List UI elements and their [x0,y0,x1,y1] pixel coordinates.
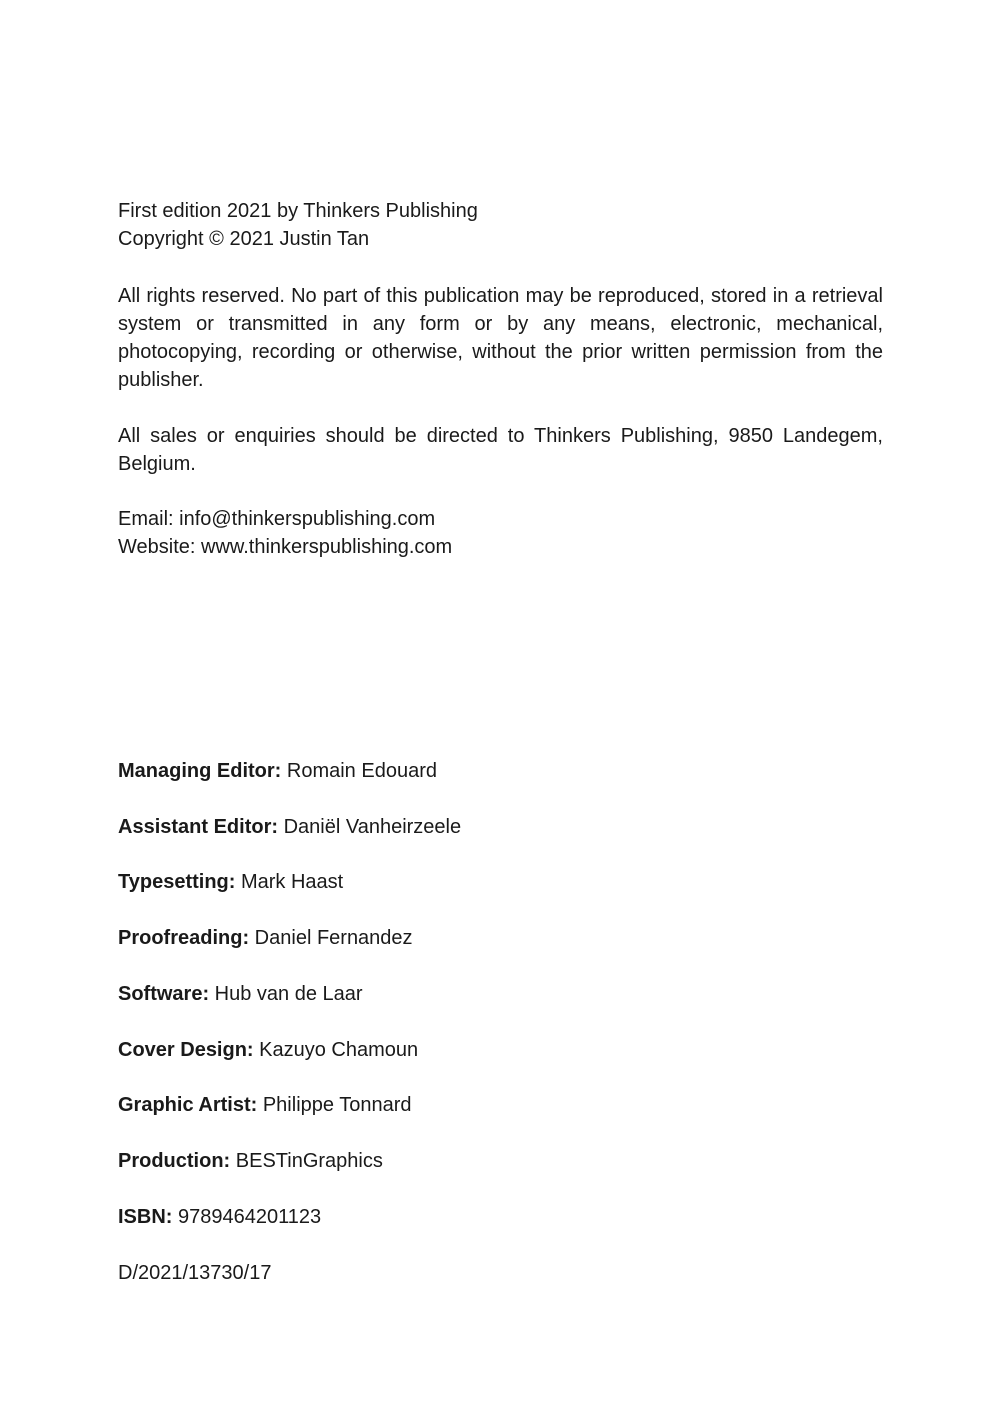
credit-label: Typesetting: [118,871,236,893]
credit-value: BESTinGraphics [230,1150,383,1172]
copyright-line: Copyright © 2021 Justin Tan [118,228,370,250]
credit-software [118,980,363,1008]
credit-value: 9789464201123 [172,1206,322,1228]
credit-label: Software: [118,983,210,1005]
credit-value: Philippe Tonnard [257,1094,412,1116]
sales-paragraph: All sales or enquiries should be directed to Thinkers Publishing, 9850 Landegem, Belgium. [118,425,883,475]
credit-value: Romain Edouard [281,760,437,782]
credit-managing-editor [118,757,437,785]
credit-cover-design [118,1036,418,1064]
credit-typesetting [118,868,343,896]
rights-paragraph: All rights reserved. No part of this publication may be reproduced, stored in a retrieval system or transmitted in any form or by any means, electronic, mechanical, photocopying, recording or otherwise, without the prior written permission from the publisher. [118,285,883,391]
credit-proofreading [118,924,413,952]
credit-value: Hub van de Laar [209,983,363,1005]
website-line: Website: www.thinkerspublishing.com [118,536,453,558]
email-line: Email: info@thinkerspublishing.com [118,508,436,530]
credit-label: Graphic Artist: [118,1094,258,1116]
credit-label: Managing Editor: [118,760,282,782]
credit-label: Assistant Editor: [118,816,279,838]
credit-value: Mark Haast [235,871,344,893]
credit-production [118,1147,383,1175]
credit-label: Proofreading: [118,927,250,949]
credit-value: Daniel Fernandez [249,927,413,949]
credit-label: Production: [118,1150,231,1172]
credit-isbn [118,1203,321,1231]
credit-label: Cover Design: [118,1039,254,1061]
credit-label: ISBN: [118,1206,173,1228]
credit-assistant-editor [118,813,461,841]
edition-line: First edition 2021 by Thinkers Publishing [118,200,478,222]
copyright-page [118,0,883,1415]
credit-value: Kazuyo Chamoun [253,1039,419,1061]
legal-deposit-number: D/2021/13730/17 [118,1262,272,1284]
credit-value: Daniël Vanheirzeele [278,816,462,838]
credit-graphic-artist [118,1091,411,1119]
